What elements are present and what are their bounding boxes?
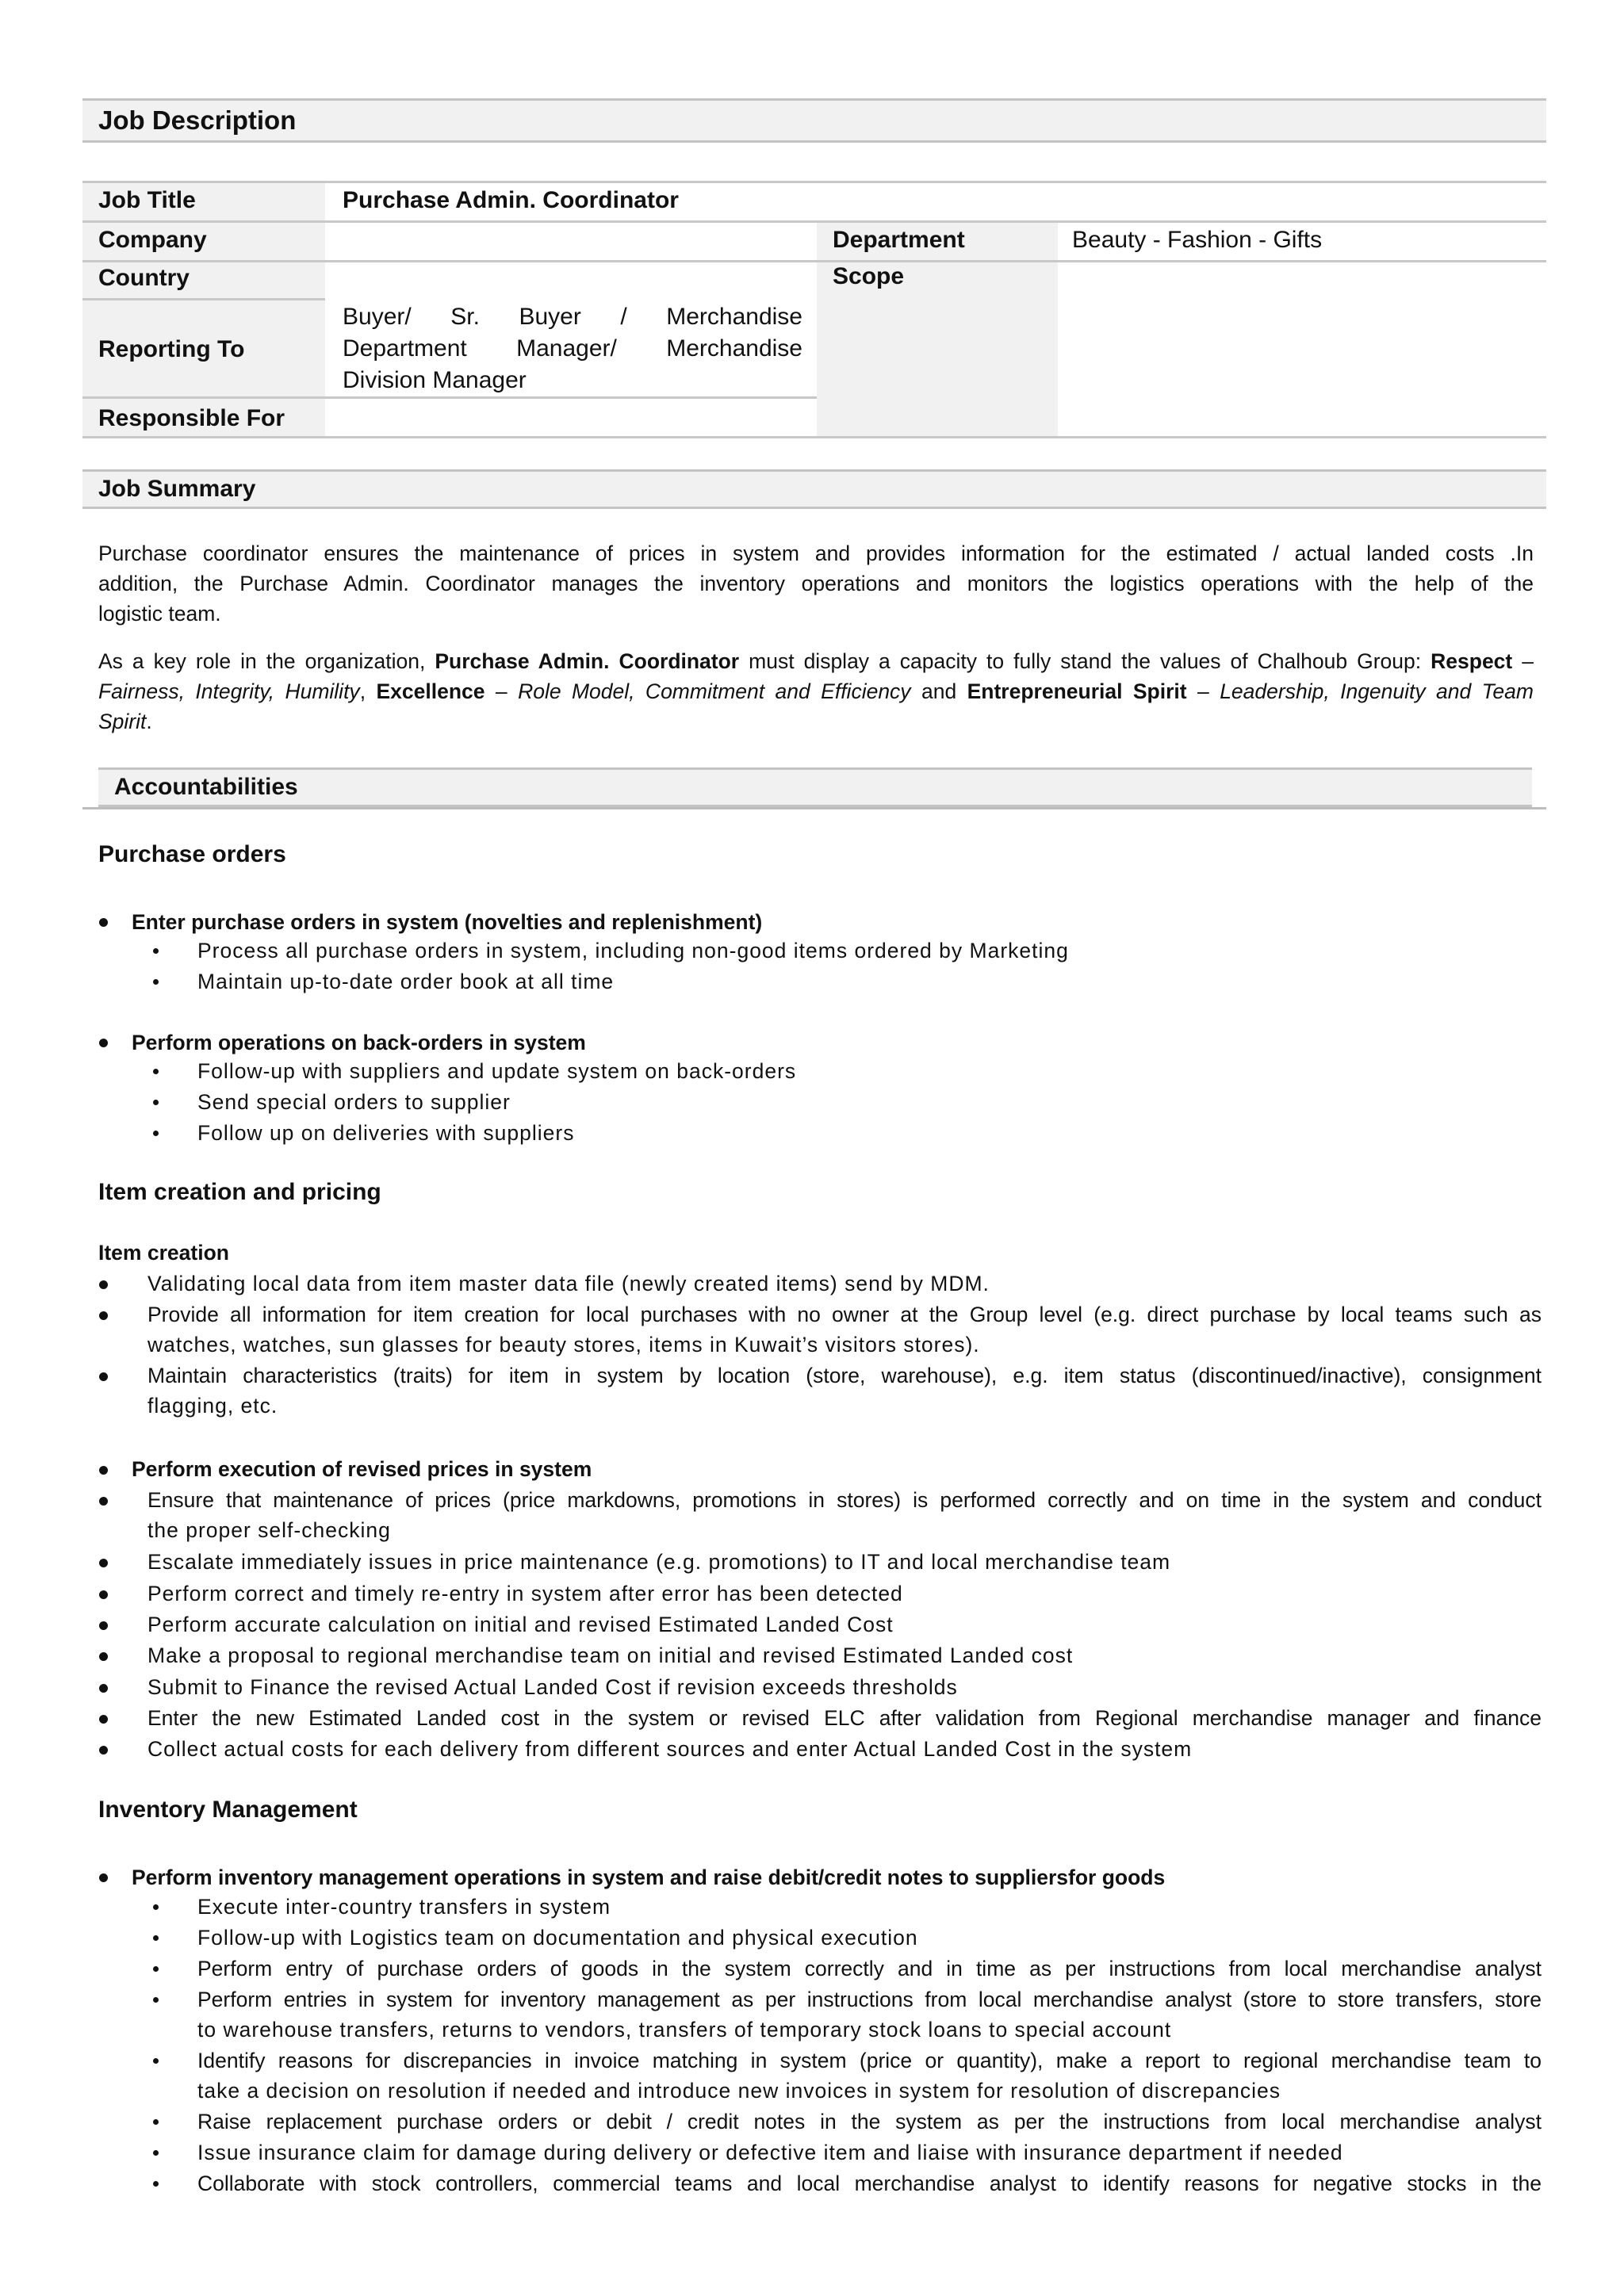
purchase-orders-title: Purchase orders bbox=[98, 841, 286, 867]
job-summary-header bbox=[82, 469, 1546, 509]
inventory-title: Inventory Management bbox=[98, 1797, 358, 1823]
inventory-item-7: Issue insurance claim for damage during delivery or defective item and liaise with insurance department if needed bbox=[197, 2141, 1343, 2164]
item-creation-item-2-line-2: watches, watches, sun glasses for beauty stores, items in Kuwait’s visitors stores). bbox=[147, 1333, 980, 1357]
job-title-value: Purchase Admin. Coordinator bbox=[343, 187, 679, 213]
item-creation-item-3-line-1: Maintain characteristics (traits) for item in system by location (store, warehouse), e.g. item status (discontinued/inactive), consignment bbox=[147, 1364, 1542, 1387]
purchase-orders-g2-item-2: Send special orders to supplier bbox=[197, 1090, 511, 1114]
inventory-item-4-line-1: Perform entries in system for inventory management as per instructions from local merchandise analyst (store to store transfers, store bbox=[197, 1988, 1542, 2011]
responsible-for-label: Responsible For bbox=[98, 405, 285, 431]
inventory-item-5-line-2: take a decision on resolution if needed and introduce new invoices in system for resolution of discrepancies bbox=[197, 2079, 1281, 2103]
department-value: Beauty - Fashion - Gifts bbox=[1072, 227, 1323, 253]
item-creation-item-1: Validating local data from item master data file (newly created items) send by MDM. bbox=[147, 1272, 990, 1295]
purchase-orders-g1-item-2: Maintain up-to-date order book at all time bbox=[197, 970, 615, 993]
item-creation-subtitle: Item creation bbox=[98, 1241, 229, 1265]
pricing-item-6: Submit to Finance the revised Actual Landed Cost if revision exceeds thresholds bbox=[147, 1675, 958, 1699]
item-creation-title: Item creation and pricing bbox=[98, 1179, 381, 1205]
reporting-to-line-3: Division Manager bbox=[343, 367, 527, 393]
purchase-orders-group-1: Enter purchase orders in system (novelties and replenishment) bbox=[132, 910, 763, 934]
reporting-to-line-1: Buyer/ Sr. Buyer / Merchandise bbox=[343, 304, 802, 330]
pricing-item-1-line-1: Ensure that maintenance of prices (price markdowns, promotions in stores) is performed correctly and on time in the system and conduct bbox=[147, 1488, 1542, 1512]
header-title: Job Description bbox=[98, 105, 297, 135]
department-label: Department bbox=[833, 227, 965, 253]
pricing-item-4: Perform accurate calculation on initial and revised Estimated Landed Cost bbox=[147, 1613, 894, 1636]
accountabilities-title: Accountabilities bbox=[114, 774, 298, 800]
inventory-item-3: Perform entry of purchase orders of goods in the system correctly and in time as per instructions from local merchandise analyst bbox=[197, 1957, 1542, 1980]
purchase-orders-g2-item-1: Follow-up with suppliers and update system on back-orders bbox=[197, 1059, 797, 1083]
purchase-orders-group-2: Perform operations on back-orders in system bbox=[132, 1031, 586, 1054]
inventory-item-2: Follow-up with Logistics team on documentation and physical execution bbox=[197, 1926, 918, 1950]
item-creation-item-3-line-2: flagging, etc. bbox=[147, 1394, 278, 1418]
pricing-item-8: Collect actual costs for each delivery from different sources and enter Actual Landed Cost in the system bbox=[147, 1737, 1193, 1761]
pricing-item-1-line-2: the proper self-checking bbox=[147, 1518, 391, 1542]
purchase-orders-g2-item-3: Follow up on deliveries with suppliers bbox=[197, 1121, 575, 1145]
inventory-item-1: Execute inter-country transfers in system bbox=[197, 1895, 611, 1919]
company-label: Company bbox=[98, 227, 207, 253]
reporting-to-label: Reporting To bbox=[98, 336, 245, 362]
pricing-item-5: Make a proposal to regional merchandise team on initial and revised Estimated Landed cost bbox=[147, 1644, 1074, 1667]
accountabilities-header bbox=[98, 767, 1532, 807]
job-summary-title: Job Summary bbox=[98, 476, 256, 502]
pricing-item-3: Perform correct and timely re-entry in system after error has been detected bbox=[147, 1582, 903, 1605]
job-info-table bbox=[82, 181, 1546, 438]
purchase-orders-g1-item-1: Process all purchase orders in system, including non-good items ordered by Marketing bbox=[197, 939, 1069, 962]
inventory-item-5-line-1: Identify reasons for discrepancies in invoice matching in system (price or quantity), make a report to regional merchandise team to bbox=[197, 2049, 1542, 2072]
inventory-item-4-line-2: to warehouse transfers, returns to vendors, transfers of temporary stock loans to special account bbox=[197, 2018, 1172, 2042]
job-summary-paragraph-1: Purchase coordinator ensures the maintenance of prices in system and provides information for the estimated / actual landed costs .In addition, the Purchase Admin. Coordinator manages the inventory operations and monitors the logistics operations with the help of the logistic team. bbox=[98, 541, 1534, 626]
revised-prices-item: Perform execution of revised prices in system bbox=[132, 1457, 592, 1481]
pricing-item-2: Escalate immediately issues in price maintenance (e.g. promotions) to IT and local merchandise team bbox=[147, 1550, 1171, 1574]
scope-label: Scope bbox=[833, 263, 905, 289]
pricing-item-7: Enter the new Estimated Landed cost in the system or revised ELC after validation from Regional merchandise manager and finance bbox=[147, 1706, 1542, 1730]
job-summary-paragraph-2: As a key role in the organization, Purchase Admin. Coordinator must display a capacity to fully stand the values of Chalhoub Group: Respect – Fairness, Integrity, Humility, Excellence – Role Model, Commitment and Efficiency and Entrepreneurial Spirit – Leadership, Ingenuity and Team Spirit. bbox=[98, 649, 1534, 733]
inventory-item-6: Raise replacement purchase orders or debit / credit notes in the system as per the instructions from local merchandise analyst bbox=[197, 2110, 1542, 2133]
job-title-label: Job Title bbox=[98, 187, 196, 213]
country-label: Country bbox=[98, 265, 190, 291]
reporting-to-line-2: Department Manager/ Merchandise bbox=[343, 335, 802, 362]
job-description-header bbox=[82, 98, 1546, 143]
item-creation-item-2-line-1: Provide all information for item creation for local purchases with no owner at the Group level (e.g. direct purchase by local teams such as bbox=[147, 1303, 1542, 1326]
inventory-item-8: Collaborate with stock controllers, commercial teams and local merchandise analyst to identify reasons for negative stocks in the bbox=[197, 2172, 1542, 2195]
inventory-group: Perform inventory management operations in system and raise debit/credit notes to suppliersfor goods bbox=[132, 1866, 1166, 1889]
